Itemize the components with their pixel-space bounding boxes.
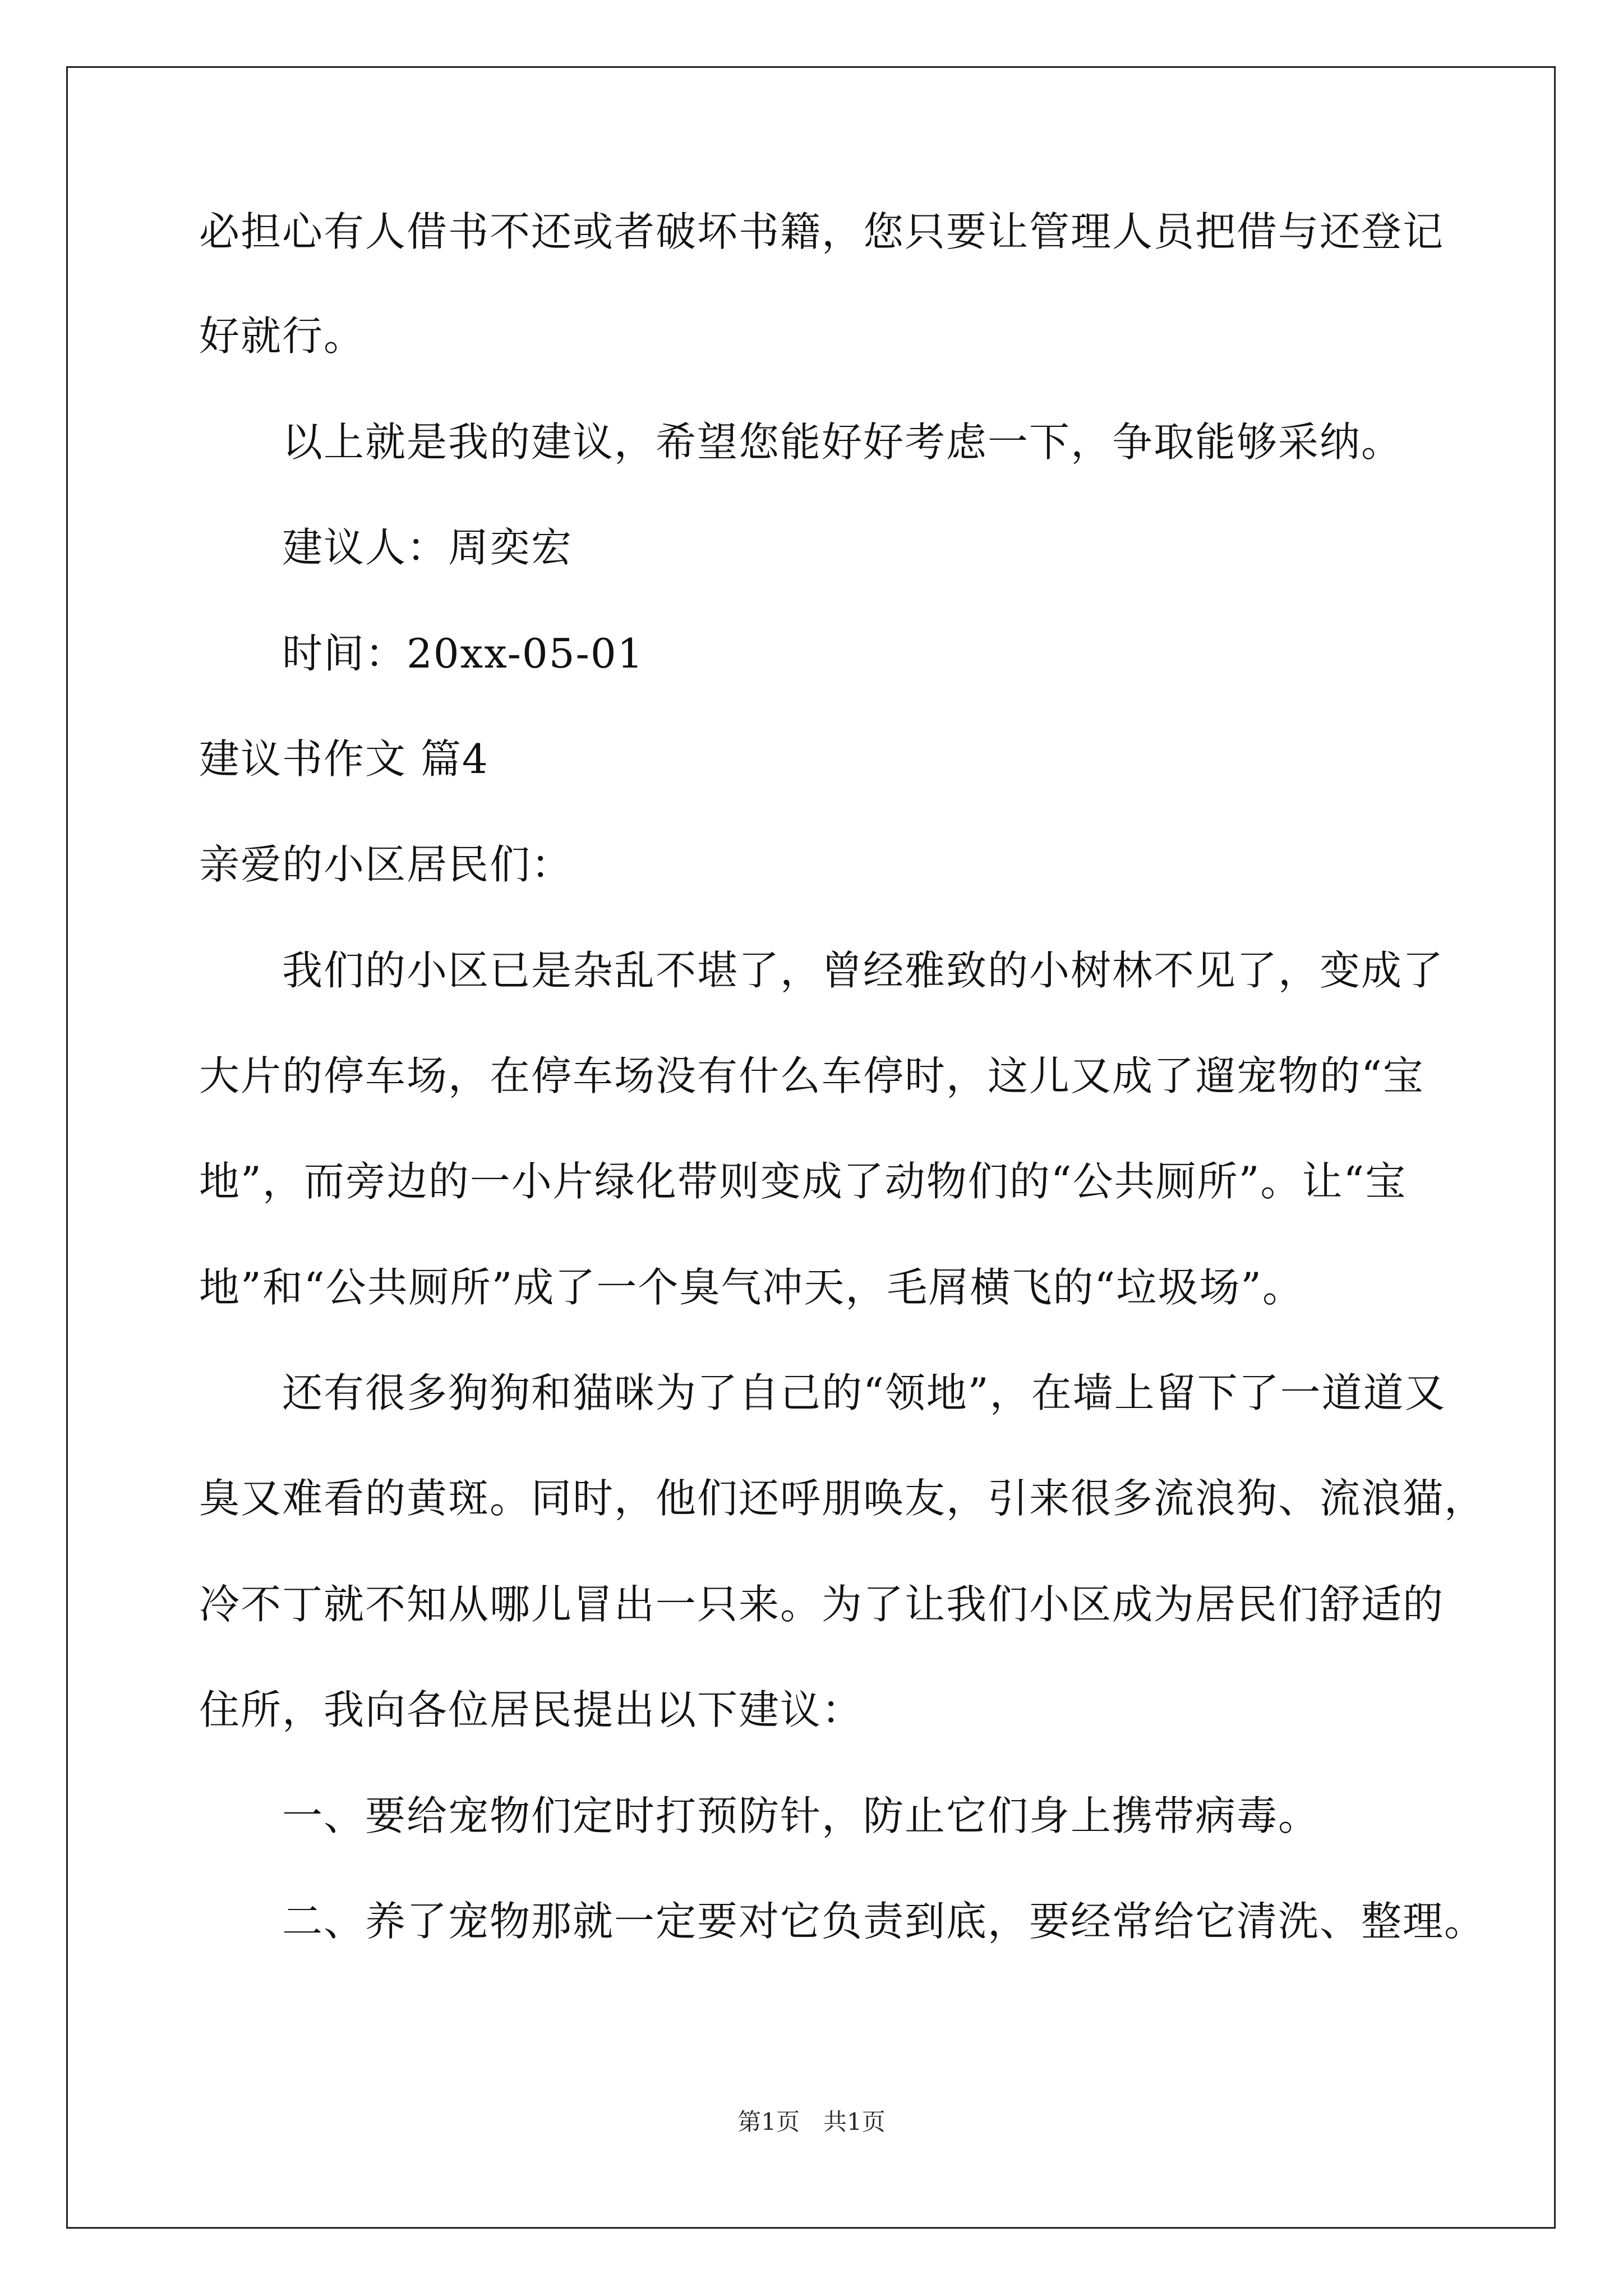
date-line: 时间：20xx-05-01 — [282, 630, 644, 677]
paragraph-line: 地”和“公共厕所”成了一个臭气冲天，毛屑横飞的“垃圾场”。 — [199, 1264, 1304, 1311]
paragraph-line: 住所，我向各位居民提出以下建议： — [199, 1686, 864, 1733]
section-title: 建议书作文 篇4 — [199, 735, 489, 783]
paragraph-line: 我们的小区已是杂乱不堪了，曾经雅致的小树林不见了，变成了 — [282, 947, 1445, 994]
paragraph-line: 以上就是我的建议，希望您能好好考虑一下，争取能够采纳。 — [282, 418, 1403, 466]
paragraph-line: 还有很多狗狗和猫咪为了自己的“领地”，在墙上留下了一道道又 — [282, 1369, 1446, 1416]
paragraph-line: 好就行。 — [199, 312, 366, 360]
paragraph-line: 冷不丁就不知从哪儿冒出一只来。为了让我们小区成为居民们舒适的 — [199, 1581, 1445, 1628]
paragraph-line: 地”，而旁边的一小片绿化带则变成了动物们的“公共厕所”。让“宝 — [199, 1158, 1407, 1205]
salutation: 亲爱的小区居民们： — [199, 841, 573, 888]
list-item: 二、养了宠物那就一定要对它负责到底，要经常给它清洗、整理。 — [282, 1898, 1486, 1945]
paragraph-line: 大片的停车场，在停车场没有什么车停时，这儿又成了遛宠物的“宝 — [199, 1052, 1424, 1099]
list-item: 一、要给宠物们定时打预防针，防止它们身上携带病毒。 — [282, 1792, 1320, 1839]
signature-line: 建议人：周奕宏 — [282, 524, 573, 571]
paragraph-line: 必担心有人借书不还或者破坏书籍，您只要让管理人员把借与还登记 — [199, 208, 1445, 255]
page-number: 第1页 共1页 — [737, 2108, 886, 2136]
paragraph-line: 臭又难看的黄斑。同时，他们还呼朋唤友，引来很多流浪狗、流浪猫， — [199, 1475, 1486, 1522]
